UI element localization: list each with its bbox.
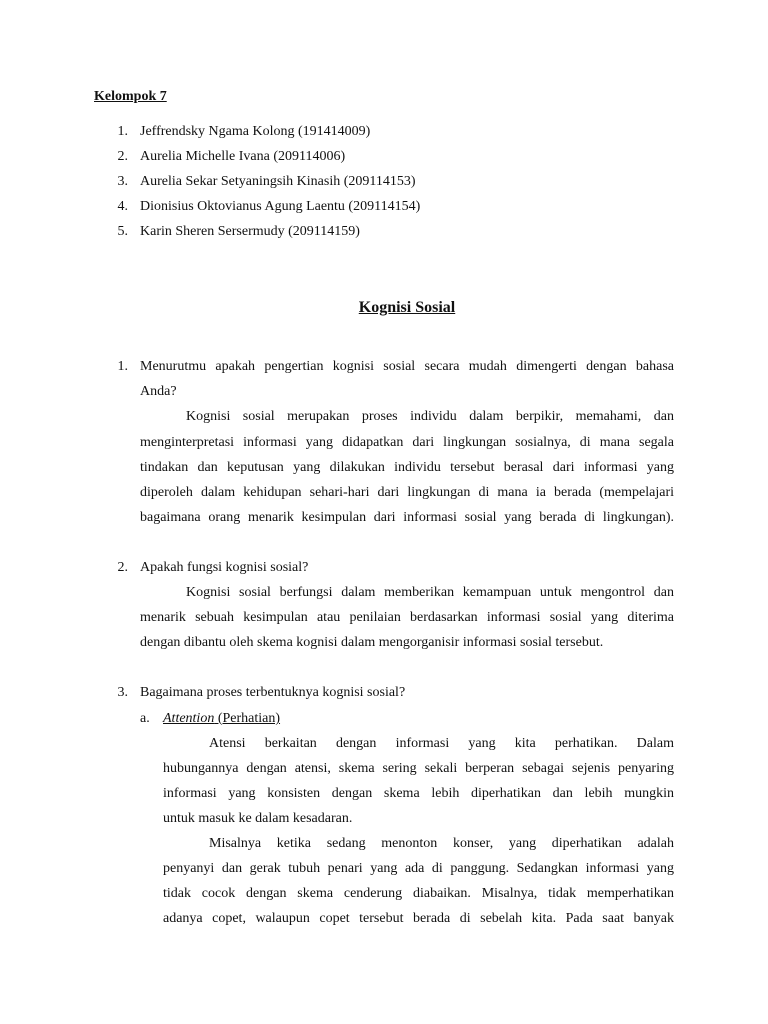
paragraph-line: tidak cocok dengan skema cenderung diabaikan. Misalnya, tidak memperhatikan	[163, 886, 674, 901]
member-item: Aurelia Michelle Ivana (209114006)	[140, 149, 346, 164]
paragraph-line: hubungannya dengan atensi, skema sering sekali berperan sebagai sejenis penyaring	[163, 761, 674, 776]
question-number: 2.	[117, 560, 128, 575]
paragraph-line: informasi yang konsisten dengan skema lebih diperhatikan dan lebih mungkin	[163, 786, 674, 801]
question-number: 1.	[117, 359, 128, 374]
question-text: Menurutmu apakah pengertian kognisi sosial secara mudah dimengerti dengan bahasa	[140, 359, 674, 374]
paragraph-line: penyanyi dan gerak tubuh penari yang ada di panggung. Sedangkan informasi yang	[163, 861, 674, 876]
paragraph-line: Misalnya ketika sedang menonton konser, yang diperhatikan adalah	[209, 836, 674, 851]
paragraph-line: adanya copet, walaupun copet tersebut berada di sebelah kita. Pada saat banyak	[163, 911, 674, 926]
member-item: Jeffrendsky Ngama Kolong (191414009)	[140, 124, 371, 139]
question-number: 3.	[117, 685, 128, 700]
question-text: Anda?	[140, 384, 177, 399]
answer-line: menarik sebuah kesimpulan atau penilaian berdasarkan informasi sosial yang diterima	[140, 610, 674, 625]
answer-line: Kognisi sosial berfungsi dalam memberikan kemampuan untuk mengontrol dan	[186, 585, 674, 600]
member-item: Karin Sheren Sersermudy (209114159)	[140, 224, 360, 239]
question-text: Apakah fungsi kognisi sosial?	[140, 560, 309, 575]
member-number: 2.	[117, 149, 128, 164]
paragraph-line: Atensi berkaitan dengan informasi yang kita perhatikan. Dalam	[209, 736, 674, 751]
member-number: 3.	[117, 174, 128, 189]
member-number: 5.	[117, 224, 128, 239]
group-label: Kelompok 7	[94, 89, 167, 104]
member-number: 4.	[117, 199, 128, 214]
paragraph-line: untuk masuk ke dalam kesadaran.	[163, 811, 353, 826]
member-item: Aurelia Sekar Setyaningsih Kinasih (209114153)	[140, 174, 416, 189]
member-item: Dionisius Oktovianus Agung Laentu (209114154)	[140, 199, 421, 214]
document-title: Kognisi Sosial	[358, 299, 456, 316]
subpoint-letter: a.	[140, 711, 150, 726]
answer-line: bagaimana orang menarik kesimpulan dari informasi sosial yang berada di lingkungan).	[140, 510, 674, 525]
member-number: 1.	[117, 124, 128, 139]
subpoint-heading	[163, 712, 280, 726]
question-text: Bagaimana proses terbentuknya kognisi sosial?	[140, 685, 406, 700]
answer-line: Kognisi sosial merupakan proses individu dalam berpikir, memahami, dan	[186, 409, 674, 424]
answer-line: tindakan dan keputusan yang dilakukan individu tersebut berasal dari informasi yang	[140, 460, 674, 475]
answer-line: diperoleh dalam kehidupan sehari-hari dari lingkungan di mana ia berada (mempelajari	[140, 485, 674, 500]
answer-line: dengan dibantu oleh skema kognisi dalam mengorganisir informasi sosial tersebut.	[140, 635, 604, 650]
answer-line: menginterpretasi informasi yang didapatkan dari lingkungan sosialnya, di mana segala	[140, 435, 674, 450]
subpoint-heading-italic: Attention	[163, 711, 215, 726]
subpoint-heading-rest: (Perhatian)	[214, 711, 281, 726]
